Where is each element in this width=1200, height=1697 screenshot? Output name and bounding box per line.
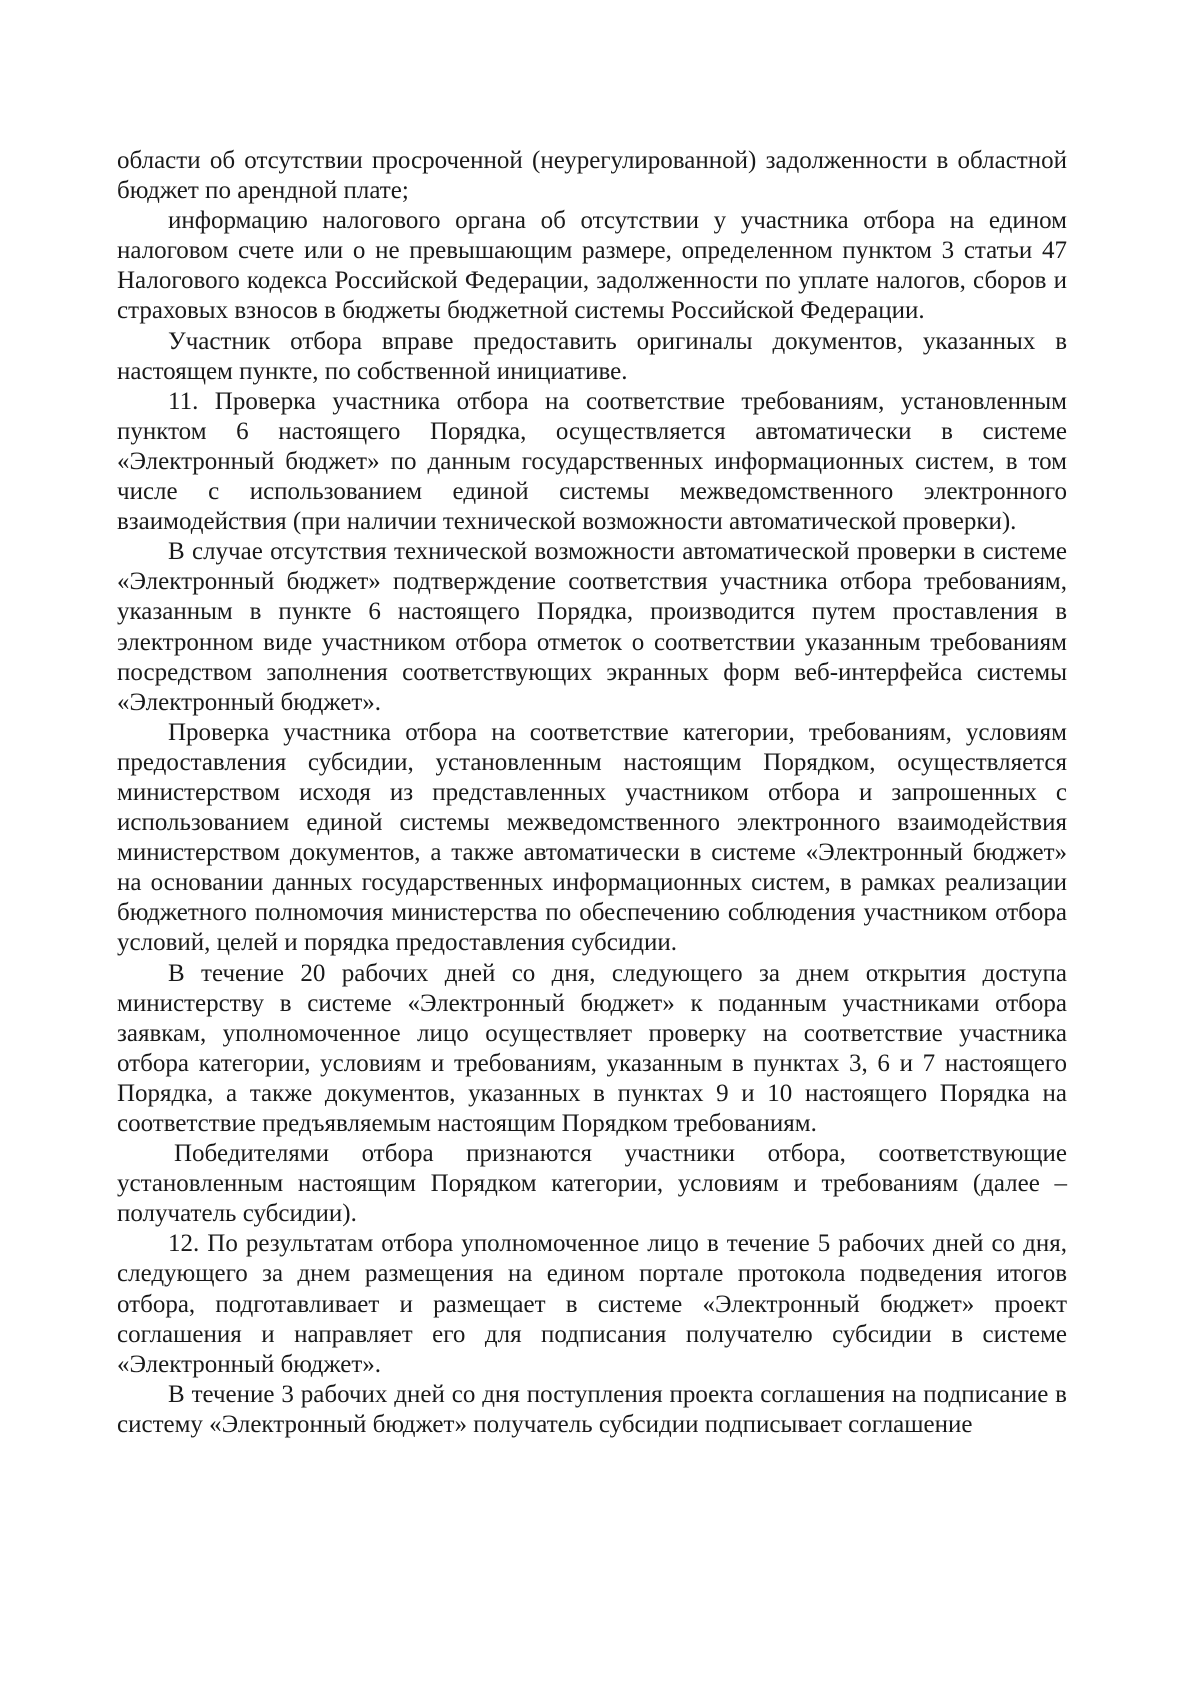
document-page	[117, 146, 1067, 1440]
paragraph-originals: Участник отбора вправе предоставить оригиналы документов, указанных в настоящем пункте, по собственной инициативе.	[117, 327, 1067, 385]
paragraph-arrears-rent: области об отсутствии просроченной (неурегулированной) задолженности в областной бюджет по арендной плате;	[117, 147, 1067, 205]
paragraph-ministry-check: Проверка участника отбора на соответствие категории, требованиям, условиям предоставления субсидии, установленным настоящим Порядком, осуществляется министерством исходя из представленных участником отбора и запрошенных с использованием единой системы межведомственного электронного взаимодействия министерством документов, а также автоматически в системе «Электронный бюджет» на основании данных государственных информационных систем, в рамках реализации бюджетного полномочия министерства по обеспечению соблюдения участником отбора условий, целей и порядка предоставления субсидии.	[117, 718, 1067, 957]
paragraph-item-12: 12. По результатам отбора уполномоченное лицо в течение 5 рабочих дней со дня, следующего за днем размещения на едином портале протокола подведения итогов отбора, подготавливает и размещает в системе «Электронный бюджет» проект соглашения и направляет его для подписания получателю субсидии в системе «Электронный бюджет».	[117, 1230, 1067, 1378]
paragraph-winners: Победителями отбора признаются участники отбора, соответствующие установленным настоящим Порядком категории, условиям и требованиям (далее – получатель субсидии).	[117, 1140, 1067, 1228]
paragraph-no-tech-check: В случае отсутствия технической возможности автоматической проверки в системе «Электронный бюджет» подтверждение соответствия участника отбора требованиям, указанным в пункте 6 настоящего Порядка, производится путем проставления в электронном виде участником отбора отметок о соответствии указанным требованиям посредством заполнения соответствующих экранных форм веб-интерфейса системы «Электронный бюджет».	[117, 538, 1067, 716]
paragraph-20-days: В течение 20 рабочих дней со дня, следующего за днем открытия доступа министерству в системе «Электронный бюджет» к поданным участниками отбора заявкам, уполномоченное лицо осуществляет проверку на соответствие участника отбора категории, условиям и требованиям, указанным в пунктах 3, 6 и 7 настоящего Порядка, а также документов, указанных в пунктах 9 и 10 настоящего Порядка на соответствие предъявляемым настоящим Порядком требованиям.	[117, 959, 1067, 1137]
paragraph-tax-info: информацию налогового органа об отсутствии у участника отбора на едином налоговом счете или о не превышающим размере, определенном пунктом 3 статьи 47 Налогового кодекса Российской Федерации, задолженности по уплате налогов, сборов и страховых взносов в бюджеты бюджетной системы Российской Федерации.	[117, 207, 1067, 325]
paragraph-3-days: В течение 3 рабочих дней со дня поступления проекта соглашения на подписание в систему «Электронный бюджет» получатель субсидии подписывает соглашение	[117, 1380, 1067, 1438]
paragraph-item-11: 11. Проверка участника отбора на соответствие требованиям, установленным пунктом 6 настоящего Порядка, осуществляется автоматически в системе «Электронный бюджет» по данным государственных информационных систем, в том числе с использованием единой системы межведомственного электронного взаимодействия (при наличии технической возможности автоматической проверки).	[117, 387, 1067, 536]
